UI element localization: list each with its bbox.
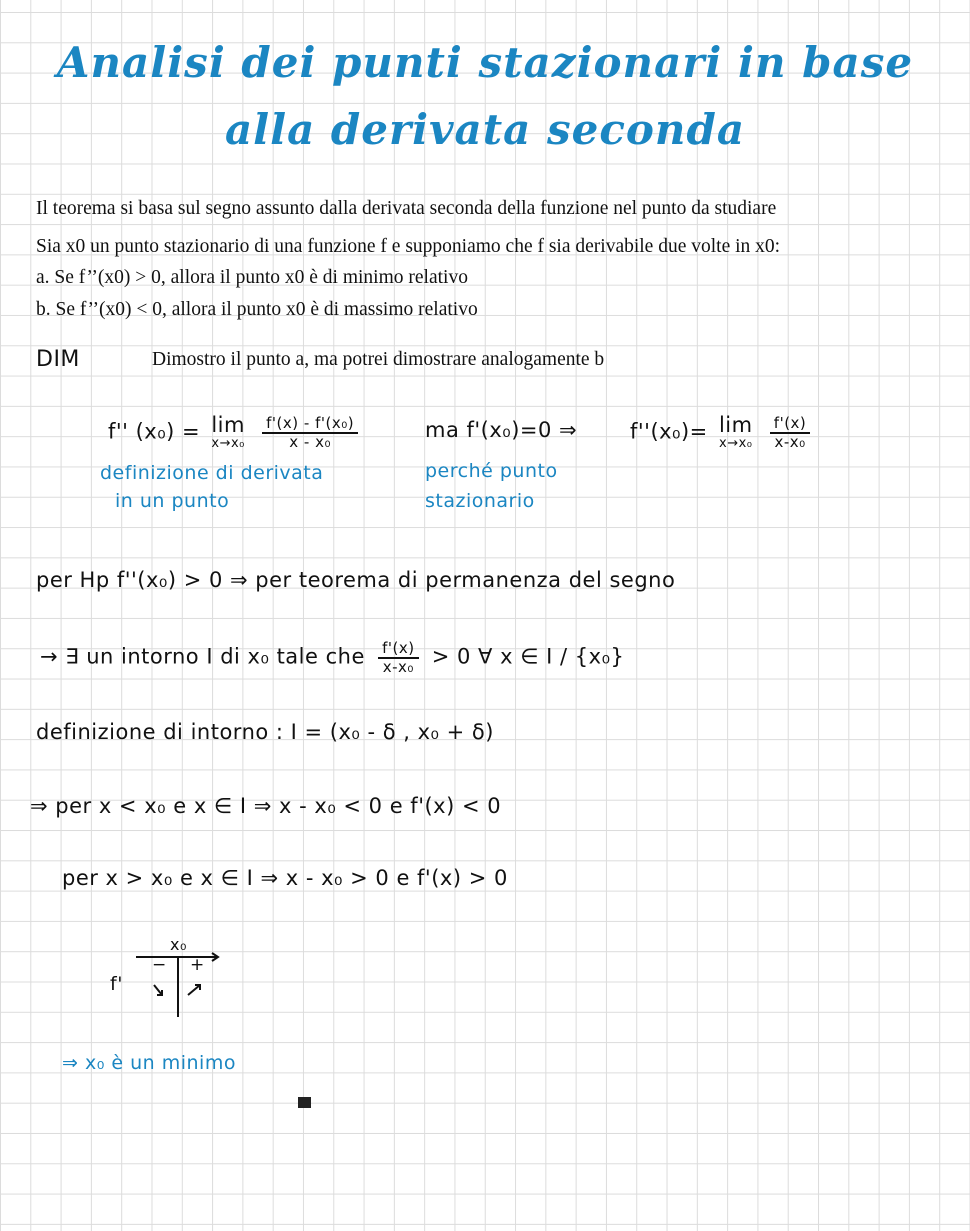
step-right-side: per x > x₀ e x ∈ I ⇒ x - x₀ > 0 e f'(x) > 0 bbox=[62, 866, 508, 890]
stationary-note: ma f'(x₀)=0 ⇒ bbox=[425, 418, 578, 442]
step-neighborhood-exists: → ∃ un intorno I di x₀ tale che $\frac{f'(x)}{\text{x-x₀}}$ > 0 ∀ x ∈ I / {x₀} bbox=[40, 639, 625, 676]
sign-table bbox=[110, 935, 240, 1025]
sign-table-right-sign: + bbox=[190, 955, 205, 975]
formula-lhs: f'' (x₀) = bbox=[108, 419, 201, 444]
end-of-proof-icon bbox=[298, 1097, 311, 1108]
annotation-why-2: stazionario bbox=[425, 490, 535, 512]
intro-paragraph: Il teorema si basa sul segno assunto dalla derivata seconda della funzione nel punto da studiare bbox=[36, 198, 777, 219]
sign-table-function: f' bbox=[110, 973, 123, 995]
dim-text: Dimostro il punto a, ma potrei dimostrare analogamente b bbox=[152, 349, 605, 370]
decreasing-arrow-icon bbox=[154, 985, 162, 995]
sign-table-point: x₀ bbox=[170, 935, 187, 954]
page-title-line-2: alla derivata seconda bbox=[224, 105, 746, 154]
annotation-definition-2: in un punto bbox=[115, 490, 230, 512]
increasing-arrow-icon bbox=[188, 985, 200, 995]
annotation-why-1: perché punto bbox=[425, 460, 558, 482]
simplified-limit-formula: f''(x₀)= lim x→x₀ $\frac{f'(x)}{\text{x-x₀}}$ bbox=[630, 414, 816, 451]
statement-a: a. Se f’’(x0) > 0, allora il punto x0 è di minimo relativo bbox=[36, 267, 468, 288]
derivative-definition-formula bbox=[108, 414, 364, 451]
dim-label: DIM bbox=[36, 347, 80, 372]
simplified-quotient: $\frac{f'(x)}{\text{x-x₀}}$ bbox=[770, 415, 811, 450]
hypothesis-paragraph: Sia x0 un punto stazionario di una funzione f e supponiamo che f sia derivabile due volte in x0: bbox=[36, 236, 781, 257]
conclusion: ⇒ x₀ è un minimo bbox=[62, 1052, 236, 1074]
sign-table-left-sign: − bbox=[152, 955, 167, 975]
step-hypothesis: per Hp f''(x₀) > 0 ⇒ per teorema di permanenza del segno bbox=[36, 568, 676, 592]
step-neighborhood-definition: definizione di intorno : I = (x₀ - δ , x₀ + δ) bbox=[36, 720, 494, 744]
page-title-line-1: Analisi dei punti stazionari in base bbox=[56, 38, 914, 87]
limit-operator-2: lim x→x₀ bbox=[718, 413, 753, 452]
limit-operator: lim x→x₀ bbox=[211, 413, 245, 452]
step-quotient: $\frac{f'(x)}{\text{x-x₀}}$ bbox=[378, 640, 419, 675]
statement-b: b. Se f’’(x0) < 0, allora il punto x0 è di massimo relativo bbox=[36, 299, 478, 320]
difference-quotient: $\frac{\text{f'(x) - f'(x₀)}}{\text{x - x₀}}$ bbox=[262, 415, 358, 450]
step-left-side: ⇒ per x < x₀ e x ∈ I ⇒ x - x₀ < 0 e f'(x) < 0 bbox=[30, 794, 502, 818]
annotation-definition-1: definizione di derivata bbox=[100, 462, 324, 484]
